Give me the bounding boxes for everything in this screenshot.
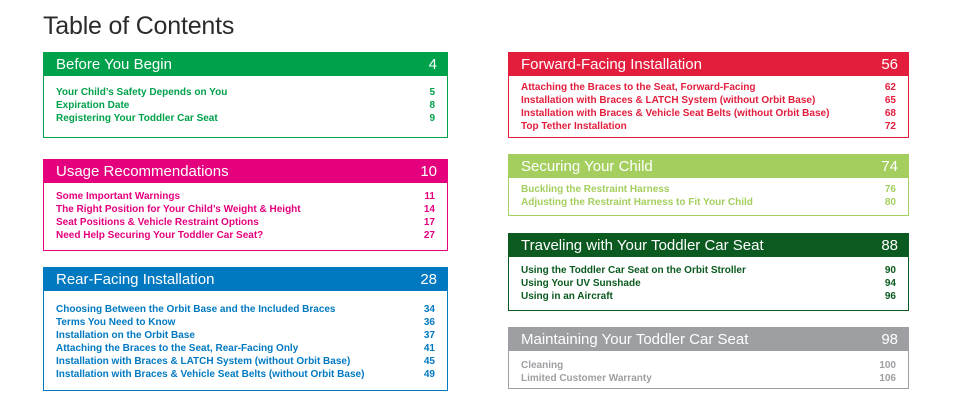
entry-page: 94 (884, 278, 896, 289)
entry-page: 8 (429, 100, 435, 111)
entry-label: Using the Toddler Car Seat on the Orbit Stroller (521, 265, 746, 276)
entry-label: Limited Customer Warranty (521, 373, 652, 384)
section-header[interactable] (509, 53, 908, 76)
toc-entry[interactable] (56, 303, 435, 316)
section-page: 10 (420, 163, 437, 180)
entry-label: The Right Position for Your Child’s Weight & Height (56, 204, 301, 215)
toc-entry[interactable] (56, 329, 435, 342)
entry-label: Expiration Date (56, 100, 130, 111)
entry-page: 76 (884, 184, 896, 195)
entry-page: 34 (423, 304, 435, 315)
toc-entry[interactable] (56, 355, 435, 368)
entry-page: 11 (424, 191, 435, 202)
entry-page: 41 (423, 343, 435, 354)
section-page: 98 (881, 331, 898, 348)
section-header[interactable] (44, 53, 447, 76)
entry-label: Attaching the Braces to the Seat, Rear-Facing Only (56, 343, 299, 354)
toc-entry[interactable] (56, 229, 435, 242)
toc-entry[interactable] (521, 120, 896, 133)
entry-label: Installation on the Orbit Base (56, 330, 195, 341)
entry-label: Installation with Braces & Vehicle Seat Belts (without Orbit Base) (521, 108, 830, 119)
toc-entry[interactable] (521, 183, 896, 196)
section-page: 88 (881, 237, 898, 254)
toc-entry[interactable] (56, 368, 435, 381)
section-title: Traveling with Your Toddler Car Seat (521, 237, 764, 254)
entry-page: 49 (423, 369, 435, 380)
entry-label: Your Child’s Safety Depends on You (56, 87, 228, 98)
toc-entry[interactable] (521, 277, 896, 290)
toc-entry[interactable] (521, 290, 896, 303)
entry-page: 27 (423, 230, 435, 241)
entry-label: Terms You Need to Know (56, 317, 176, 328)
section-traveling (508, 233, 909, 311)
entry-label: Installation with Braces & Vehicle Seat Belts (without Orbit Base) (56, 369, 365, 380)
entry-page: 68 (884, 108, 896, 119)
toc-entry[interactable] (56, 86, 435, 99)
entry-label: Top Tether Installation (521, 121, 627, 132)
toc-entry[interactable] (56, 190, 435, 203)
toc-entry[interactable] (56, 99, 435, 112)
entry-label: Attaching the Braces to the Seat, Forward-Facing (521, 82, 756, 93)
section-header[interactable] (44, 160, 447, 183)
section-usage-recommendations (43, 159, 448, 251)
toc-entry[interactable] (521, 196, 896, 209)
entry-page: 100 (879, 360, 896, 371)
toc-entry[interactable] (56, 112, 435, 125)
section-title: Before You Begin (56, 56, 172, 73)
entry-page: 45 (423, 356, 435, 367)
page-title: Table of Contents (43, 12, 235, 40)
entry-page: 14 (423, 204, 435, 215)
entry-label: Registering Your Toddler Car Seat (56, 113, 218, 124)
section-title: Maintaining Your Toddler Car Seat (521, 331, 749, 348)
section-page: 28 (420, 271, 437, 288)
section-page: 56 (881, 56, 898, 73)
toc-entry[interactable] (56, 203, 435, 216)
entry-label: Cleaning (521, 360, 564, 371)
entry-label: Adjusting the Restraint Harness to Fit Your Child (521, 197, 753, 208)
section-before-you-begin (43, 52, 448, 138)
entry-label: Using Your UV Sunshade (521, 278, 641, 289)
section-title: Securing Your Child (521, 158, 653, 175)
entry-page: 96 (884, 291, 896, 302)
entry-page: 106 (879, 373, 896, 384)
entry-label: Buckling the Restraint Harness (521, 184, 670, 195)
section-title: Usage Recommendations (56, 163, 229, 180)
entry-label: Installation with Braces & LATCH System (without Orbit Base) (521, 95, 816, 106)
entry-label: Some Important Warnings (56, 191, 181, 202)
section-title: Rear-Facing Installation (56, 271, 215, 288)
section-forward-facing-installation (508, 52, 909, 138)
toc-entry[interactable] (521, 94, 896, 107)
entry-page: 36 (423, 317, 435, 328)
section-maintaining (508, 327, 909, 389)
section-securing-your-child (508, 154, 909, 216)
entry-page: 72 (884, 121, 896, 132)
toc-entry[interactable] (521, 359, 896, 372)
toc-entry[interactable] (521, 81, 896, 94)
entry-page: 80 (884, 197, 896, 208)
entry-label: Installation with Braces & LATCH System (without Orbit Base) (56, 356, 351, 367)
entry-page: 17 (423, 217, 435, 228)
section-rear-facing-installation (43, 267, 448, 391)
entry-page: 62 (884, 82, 896, 93)
toc-entry[interactable] (521, 264, 896, 277)
section-page: 74 (881, 158, 898, 175)
toc-entry[interactable] (56, 316, 435, 329)
toc-entry[interactable] (521, 107, 896, 120)
section-header[interactable] (509, 328, 908, 351)
toc-entry[interactable] (56, 342, 435, 355)
entry-page: 37 (423, 330, 435, 341)
entry-page: 9 (429, 113, 435, 124)
section-title: Forward-Facing Installation (521, 56, 702, 73)
section-header[interactable] (509, 234, 908, 257)
entry-page: 90 (884, 265, 896, 276)
section-header[interactable] (509, 155, 908, 178)
section-header[interactable] (44, 268, 447, 291)
entry-page: 5 (429, 87, 435, 98)
entry-label: Using in an Aircraft (521, 291, 613, 302)
toc-entry[interactable] (521, 372, 896, 385)
section-page: 4 (428, 56, 437, 73)
toc-entry[interactable] (56, 216, 435, 229)
entry-label: Seat Positions & Vehicle Restraint Options (56, 217, 259, 228)
entry-label: Need Help Securing Your Toddler Car Seat? (56, 230, 264, 241)
entry-page: 65 (884, 95, 896, 106)
entry-label: Choosing Between the Orbit Base and the Included Braces (56, 304, 336, 315)
